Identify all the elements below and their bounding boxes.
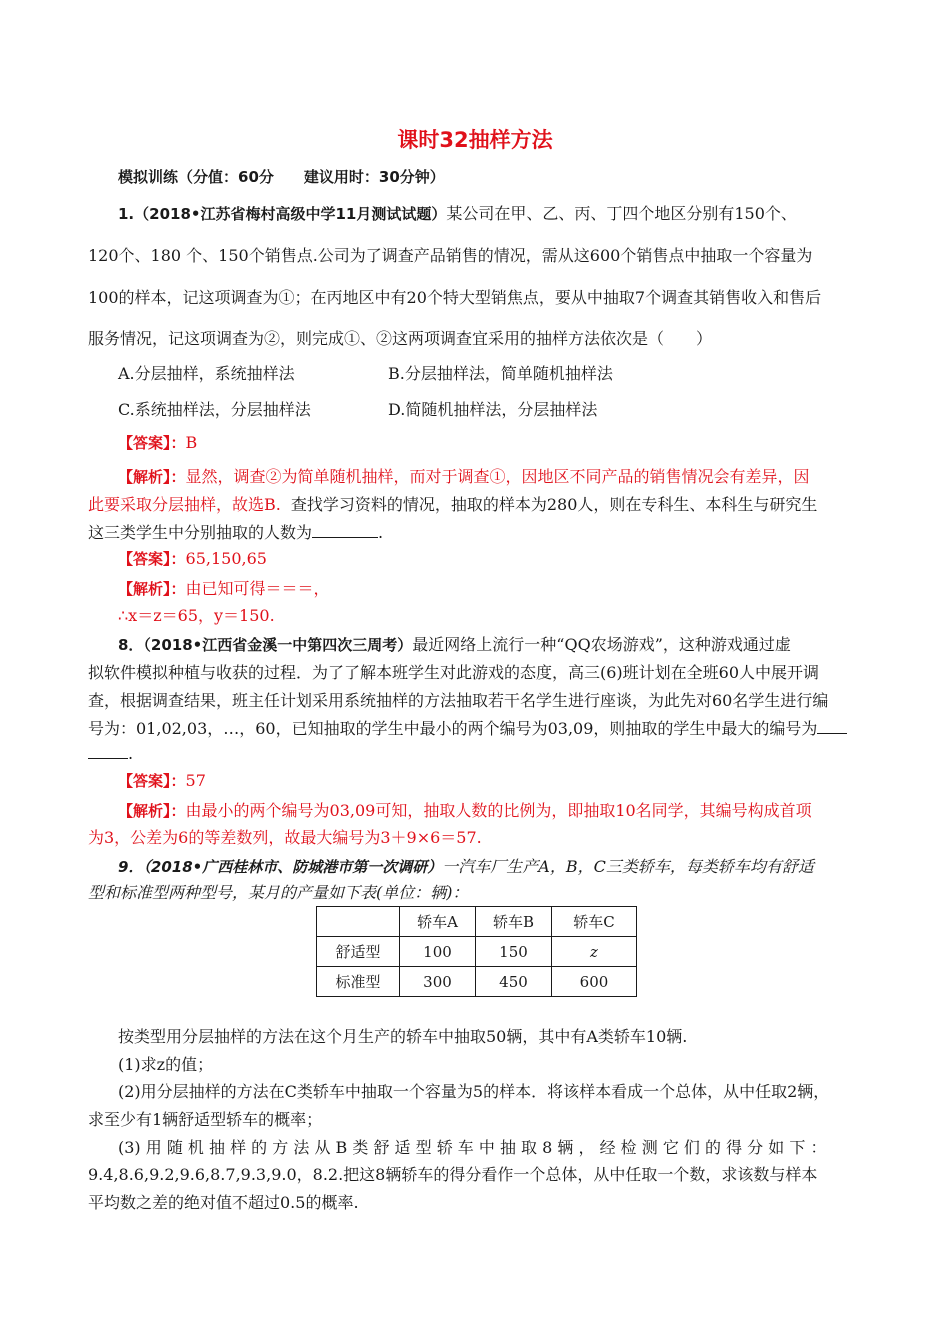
q7-stem-text: 这三类学生中分别抽取的人数为 xyxy=(88,523,313,542)
table-header-cell: 轿车C xyxy=(552,907,637,937)
table-cell: 150 xyxy=(476,937,552,967)
q8-analysis-line2: 为3，公差为6的等差数列，故最大编号为3＋9×6＝57. xyxy=(88,828,482,847)
table-cell: 标准型 xyxy=(317,967,400,997)
q1-line4: 服务情况，记这项调查为②，则完成①、②这两项调查宜采用的抽样方法依次是（ ） xyxy=(88,329,713,348)
section-header: 模拟训练（分值：60分 建议用时：30分钟） xyxy=(118,168,445,186)
q8-line5 xyxy=(88,744,133,763)
analysis-text: 由最小的两个编号为03,09可知，抽取人数的比例为，即抽取10名同学，其编号构成首项 xyxy=(185,801,812,820)
table-cell: 600 xyxy=(552,967,637,997)
table-cell: 舒适型 xyxy=(317,937,400,967)
answer-label: 【答案】： xyxy=(118,772,186,790)
q8-analysis xyxy=(118,798,812,821)
q8-line1 xyxy=(118,632,791,655)
table-cell: 300 xyxy=(400,967,476,997)
answer-value: 65,150,65 xyxy=(185,549,267,568)
q8-line2: 拟软件模拟种植与收获的过程．为了了解本班学生对此游戏的态度，高三(6)班计划在全班60人中展开调 xyxy=(88,663,820,682)
q9-part1: (1)求z的值； xyxy=(118,1055,214,1074)
answer-label: 【答案】： xyxy=(118,550,186,568)
q8-line4 xyxy=(88,716,847,739)
q8-line1-tail: 最近网络上流行一种“QQ农场游戏”，这种游戏通过虚 xyxy=(412,635,791,654)
answer-value: 57 xyxy=(185,771,206,790)
answer-blank xyxy=(88,744,128,759)
q9-part2: (2)用分层抽样的方法在C类轿车中抽取一个容量为5的样本．将该样本看成一个总体，从中任取2辆， xyxy=(118,1082,830,1101)
q9-line1 xyxy=(118,854,814,877)
table-row xyxy=(317,937,637,967)
production-table xyxy=(316,906,637,997)
page-title: 课时32抽样方法 xyxy=(397,128,553,152)
q9-source: 9．（2018•广西桂林市、防城港市第一次调研） xyxy=(118,858,443,876)
q1-line3: 100的样本，记这项调查为①；在丙地区中有20个特大型销焦点，要从中抽取7个调查其销售收入和售后 xyxy=(88,288,822,307)
analysis-text: 显然，调查②为简单随机抽样，而对于调查①，因地区不同产品的销售情况会有差异，因 xyxy=(185,467,810,486)
answer-label: 【答案】： xyxy=(118,434,186,452)
q1-option-c: C.系统抽样法，分层抽样法 xyxy=(118,400,311,419)
table-cell: 450 xyxy=(476,967,552,997)
answer-value: B xyxy=(185,433,198,452)
q9-p1: 按类型用分层抽样的方法在这个月生产的轿车中抽取50辆，其中有A类轿车10辆. xyxy=(118,1027,688,1046)
q9-part2-line2: 求至少有1辆舒适型轿车的概率； xyxy=(88,1110,323,1129)
q9-part3-line2: 9.4,8.6,9.2,9.6,8.7,9.3,9.0，8.2.把这8辆轿车的得分看作一个总体，从中任取一个数，求该数与样本 xyxy=(88,1165,818,1184)
table-cell: 100 xyxy=(400,937,476,967)
table-header-cell xyxy=(317,907,400,937)
table-row xyxy=(317,967,637,997)
q7-stem: 查找学习资料的情况，抽取的样本为280人，则在专科生、本科生与研究生 xyxy=(290,495,818,514)
answer-blank xyxy=(817,719,847,734)
q1-option-b: B.分层抽样法，简单随机抽样法 xyxy=(388,364,613,383)
q1-option-a: A.分层抽样，系统抽样法 xyxy=(118,364,295,383)
table-header-row xyxy=(317,907,637,937)
q1-answer xyxy=(118,432,197,453)
q1-option-d: D.简随机抽样法，分层抽样法 xyxy=(388,400,598,419)
q9-part3-line3: 平均数之差的绝对值不超过0.5的概率. xyxy=(88,1193,359,1212)
analysis-label: 【解析】： xyxy=(118,468,186,486)
q1-line1 xyxy=(118,201,797,224)
q8-line4-text: 号为：01,02,03，…，60，已知抽取的学生中最小的两个编号为03,09，则抽取的学生中最大的编号为 xyxy=(88,719,818,738)
table-header-cell: 轿车B xyxy=(476,907,552,937)
table-header-cell: 轿车A xyxy=(400,907,476,937)
analysis-text-red: 此要采取分层抽样，故选B. xyxy=(88,495,281,514)
answer-blank xyxy=(312,523,378,538)
analysis-text: 由已知可得＝＝＝， xyxy=(185,579,330,598)
q7-analysis-line2: ∴x＝z＝65，y＝150. xyxy=(118,606,275,625)
q7-answer xyxy=(118,548,267,569)
q1-line2: 120个、180 个、150个销售点.公司为了调查产品销售的情况，需从这600个销售点中抽取一个容量为 xyxy=(88,246,813,265)
q9-line2: 型和标准型两种型号，某月的产量如下表(单位：辆)： xyxy=(88,883,469,902)
q1-source: 1.（2018•江苏省梅村高级中学11月测试试题） xyxy=(118,205,447,223)
q1-analysis-line2 xyxy=(88,492,817,515)
q7-analysis xyxy=(118,576,330,599)
q8-line3: 查，根据调查结果，班主任计划采用系统抽样的方法抽取若干名学生进行座谈，为此先对60名学生进行编 xyxy=(88,691,829,710)
q1-analysis-line1 xyxy=(118,464,810,487)
q8-answer xyxy=(118,770,206,791)
q9-part3: (3) 用 随 机 抽 样 的 方 法 从 B 类 舒 适 型 轿 车 中 抽 取 8 辆 ， 经 检 测 它 们 的 得 分 如 下 ： xyxy=(118,1138,827,1157)
table-cell: z xyxy=(552,937,637,967)
q8-source: 8．（2018•江西省金溪一中第四次三周考） xyxy=(118,636,413,654)
q8-line5-end: . xyxy=(128,744,134,763)
q7-stem-line2: 这三类学生中分别抽取的人数为 . xyxy=(88,523,384,542)
analysis-label: 【解析】： xyxy=(118,580,186,598)
q9-line1-tail: 一汽车厂生产A，B，C三类轿车，每类轿车均有舒适 xyxy=(442,857,814,876)
analysis-label: 【解析】： xyxy=(118,802,186,820)
q1-line1-tail: 某公司在甲、乙、丙、丁四个地区分别有150个、 xyxy=(446,204,797,223)
